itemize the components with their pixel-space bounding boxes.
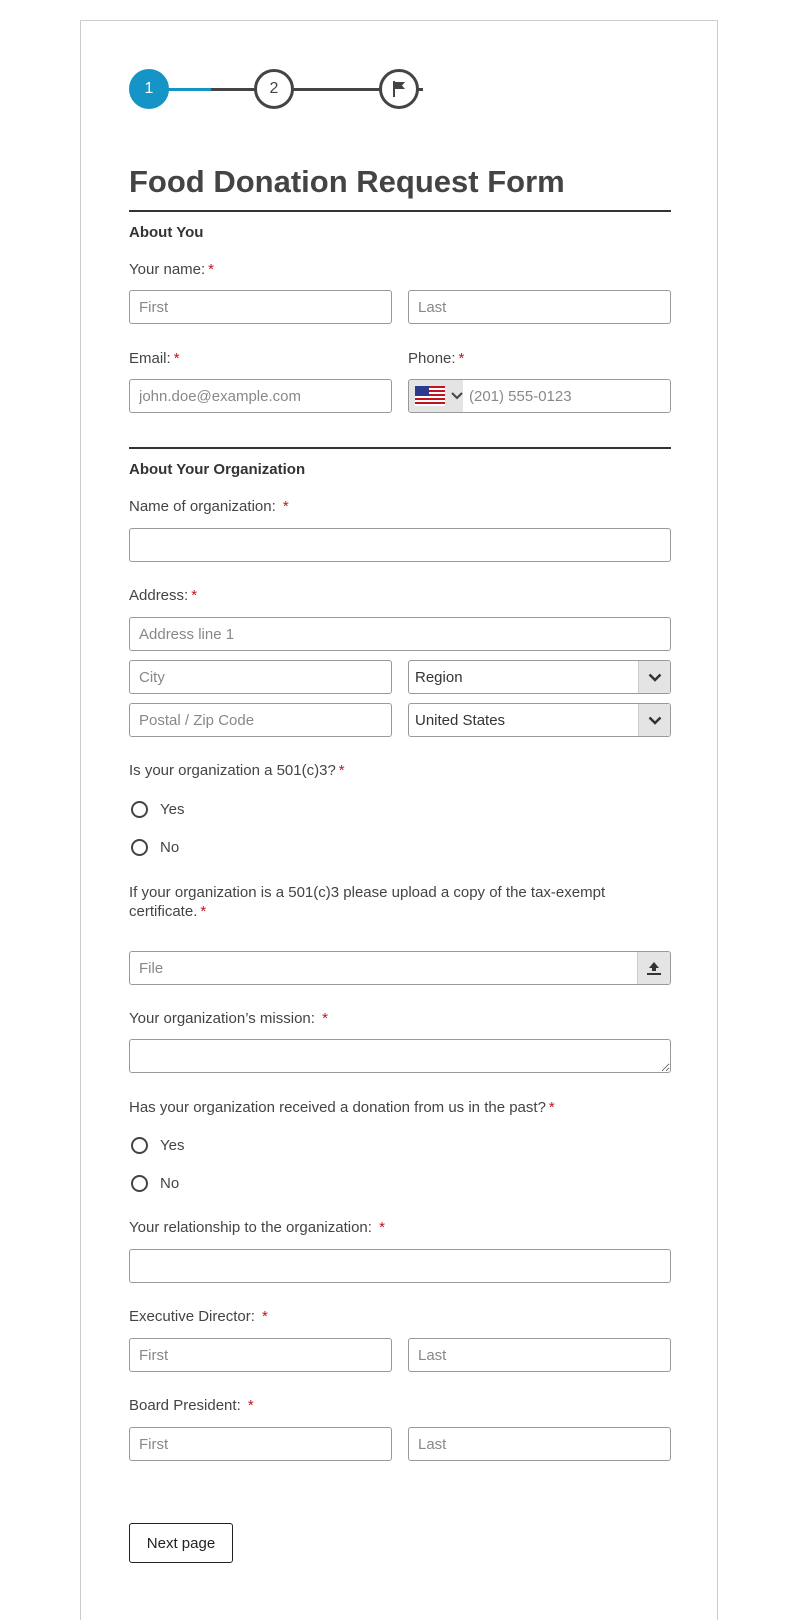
certificate-file-input[interactable] [129,951,671,985]
upload-button[interactable] [637,952,670,984]
mission-textarea[interactable] [129,1039,671,1073]
us-flag-icon [415,386,445,406]
past-donation-yes-option[interactable]: Yes [129,1137,184,1154]
email-label: Email: * [129,350,180,367]
required-mark: * [322,1010,328,1027]
phone-input[interactable] [463,380,670,412]
exec-director-first-input[interactable] [129,1338,392,1372]
org-name-label: Name of organization: * [129,498,289,515]
relationship-input[interactable] [129,1249,671,1283]
chevron-down-icon [451,392,463,400]
chevron-down-icon [638,661,670,693]
upload-label: If your organization is a 501(c)3 please upload a copy of the tax-exempt certificate. * [129,884,606,920]
country-code-select[interactable] [409,380,463,412]
radio-button[interactable] [131,1137,148,1154]
next-page-button[interactable]: Next page [129,1523,233,1563]
past-donation-no-option[interactable]: No [129,1175,179,1192]
progress-line-active [165,88,211,91]
required-mark: * [458,350,465,367]
mission-label: Your organization’s mission: * [129,1010,328,1027]
progress-stepper [129,69,429,109]
radio-button[interactable] [131,839,148,856]
email-input[interactable] [129,379,392,413]
501c3-no-option[interactable]: No [129,839,179,856]
step-1[interactable]: 1 [129,69,169,109]
chevron-down-icon [638,704,670,736]
upload-icon [646,961,662,975]
page-title: Food Donation Request Form [129,164,565,199]
required-mark: * [262,1308,268,1325]
required-mark: * [548,1099,555,1116]
phone-label: Phone: * [408,350,465,367]
board-president-label: Board President: * [129,1397,254,1414]
name-label: Your name: * [129,261,215,278]
board-president-last-input[interactable] [408,1427,671,1461]
section-divider [129,210,671,212]
region-select[interactable] [408,660,671,694]
address-line-1-input[interactable] [129,617,671,651]
section-title-about-org: About Your Organization [129,461,306,478]
city-input[interactable] [129,660,392,694]
required-mark: * [338,762,345,779]
org-name-input[interactable] [129,528,671,562]
section-divider [129,447,671,449]
required-mark: * [208,261,215,278]
region-select-value: Region [415,668,463,686]
board-president-first-input[interactable] [129,1427,392,1461]
form-card [80,20,718,1620]
required-mark: * [247,1397,254,1414]
step-finish[interactable] [379,69,419,109]
radio-button[interactable] [131,801,148,818]
required-mark: * [173,350,180,367]
required-mark: * [191,587,198,604]
flag-icon [391,80,407,98]
radio-button[interactable] [131,1175,148,1192]
501c3-yes-option[interactable]: Yes [129,801,184,818]
postal-code-input[interactable] [129,703,392,737]
country-select[interactable] [408,703,671,737]
phone-field [408,379,671,413]
exec-director-label: Executive Director: * [129,1308,268,1325]
first-name-input[interactable] [129,290,392,324]
address-label: Address: * [129,587,198,604]
required-mark: * [200,903,207,920]
section-title-about-you: About You [129,224,204,241]
required-mark: * [282,498,289,515]
step-2[interactable]: 2 [254,69,294,109]
relationship-label: Your relationship to the organization: * [129,1219,385,1236]
country-select-value: United States [415,711,506,729]
exec-director-last-input[interactable] [408,1338,671,1372]
last-name-input[interactable] [408,290,671,324]
file-placeholder: File [139,959,164,977]
required-mark: * [379,1219,385,1236]
501c3-label: Is your organization a 501(c)3? * [129,762,345,779]
past-donation-label: Has your organization received a donation from us in the past? * [129,1099,555,1116]
